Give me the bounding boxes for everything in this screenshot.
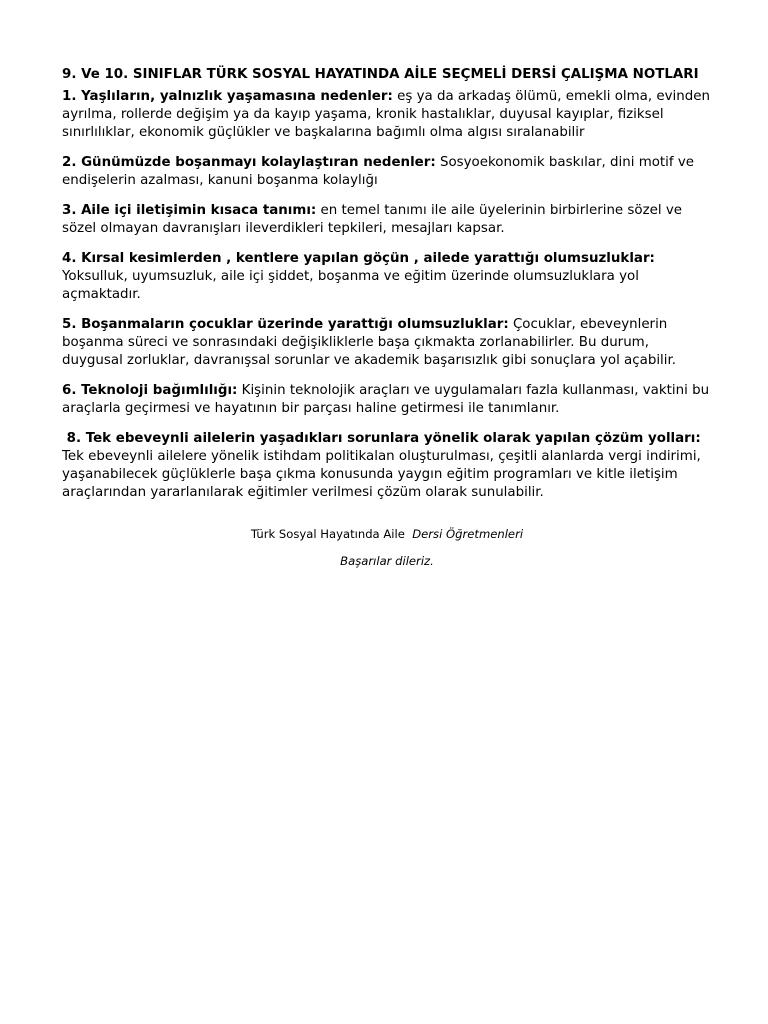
note-heading: 4. Kırsal kesimlerden , kentlere yapılan göçün , ailede yarattığı olumsuzluklar: bbox=[62, 251, 655, 266]
note-text: Kişinin teknolojik araçları ve uygulamaları fazla kullanması, vaktini bu araçlarla geçirmesi ve hayatının bir parçası haline getirmesi ile tanımlanır. bbox=[62, 383, 710, 416]
note-text: Tek ebeveynli ailelere yönelik istihdam politikalan oluşturulması, çeşitli alanlarda vergi indirimi, yaşanabilecek güçlüklerle başa çıkma konusunda yaygın eğitim programları ve kitle iletişim araçlarından yararlanılarak eğitimler verilmesi çözüm olarak sunulabilir. bbox=[62, 449, 701, 500]
document-title: 9. Ve 10. SINIFLAR TÜRK SOSYAL HAYATINDA AİLE SEÇMELİ DERSİ ÇALIŞMA NOTLARI bbox=[62, 67, 699, 82]
note-item-2 bbox=[62, 154, 712, 190]
note-text: Çocuklar, ebeveynlerin boşanma süreci ve sonrasındaki değişikliklerle başa çıkmakta zorlanabilirler. Bu durum, duygusal zorluklar, davranışsal sorunlar ve akademik başarısızlık gibi sonuçlara yol açabilir. bbox=[62, 317, 677, 368]
document-page bbox=[62, 66, 712, 569]
note-text: en temel tanımı ile aile üyelerinin birbirlerine sözel ve sözel olmayan davranışları ileverdikleri tepkileri, mesajları kapsar. bbox=[62, 203, 683, 236]
note-item-5 bbox=[62, 316, 712, 370]
footer-course-name: Türk Sosyal Hayatında Aile bbox=[250, 527, 413, 541]
note-heading: 1. Yaşlıların, yalnızlık yaşamasına nedenler: bbox=[62, 89, 393, 104]
note-heading: 5. Boşanmaların çocuklar üzerinde yarattığı olumsuzluklar: bbox=[62, 317, 509, 332]
note-item-8 bbox=[62, 430, 712, 502]
note-item-1 bbox=[62, 88, 712, 142]
note-text: Sosyoekonomik baskılar, dini motif ve endişelerin azalması, kanuni boşanma kolaylığı bbox=[62, 155, 695, 188]
note-item-4 bbox=[62, 250, 712, 304]
footer-wishes: Başarılar dileriz. bbox=[340, 554, 434, 568]
note-heading: 2. Günümüzde boşanmayı kolaylaştıran nedenler: bbox=[62, 155, 436, 170]
note-text: eş ya da arkadaş ölümü, emekli olma, evinden ayrılma, rollerde değişim ya da kayıp yaşama, kronik hastalıklar, duyusal kayıplar, fiziksel sınırlılıklar, ekonomik güçlükler ve başkalarına bağımlı olma algısı sıralanabilir bbox=[62, 89, 710, 140]
note-text: Yoksulluk, uyumsuzluk, aile içi şiddet, boşanma ve eğitim üzerinde olumsuzluklara yol açmaktadır. bbox=[62, 269, 639, 302]
note-item-6 bbox=[62, 382, 712, 418]
note-heading: 8. Tek ebeveynli ailelerin yaşadıkları sorunlara yönelik olarak yapılan çözüm yolları: bbox=[62, 431, 701, 446]
note-heading: 6. Teknoloji bağımlılığı: bbox=[62, 383, 238, 398]
note-heading: 3. Aile içi iletişimin kısaca tanımı: bbox=[62, 203, 317, 218]
footer-signature bbox=[62, 526, 712, 542]
note-item-3 bbox=[62, 202, 712, 238]
footer-teachers: Dersi Öğretmenleri bbox=[412, 527, 524, 541]
